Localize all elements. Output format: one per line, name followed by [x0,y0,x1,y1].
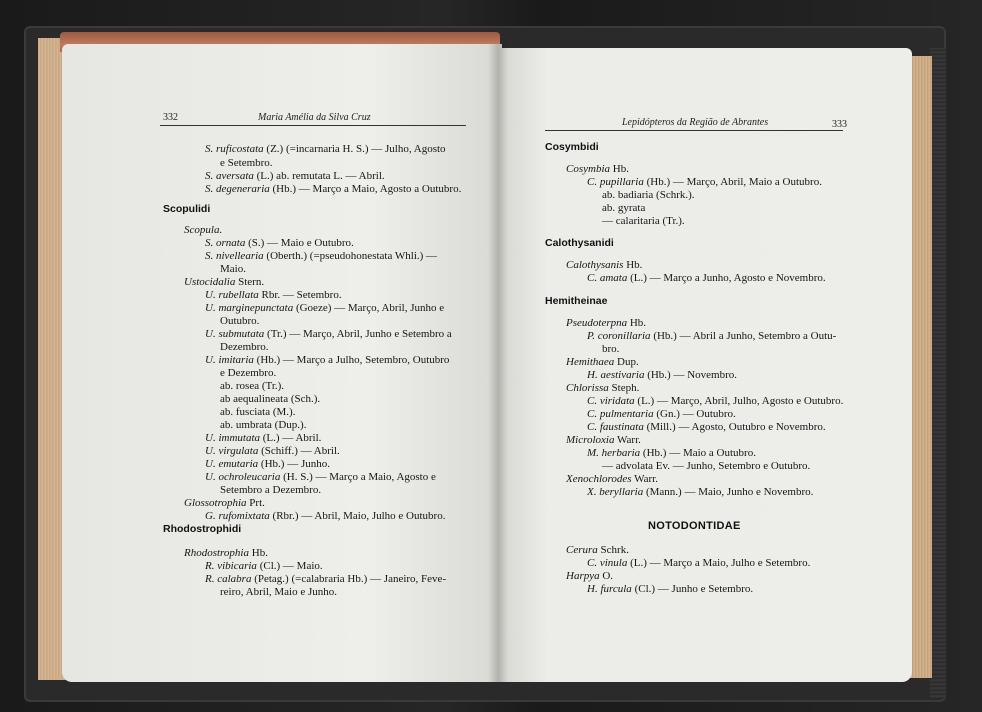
gutter-shadow [488,44,508,682]
taxon-name: U. ochroleucaria [205,471,281,483]
right-page-line [587,408,736,421]
left-page-line [205,143,446,156]
taxon-name: Ustocidalia [184,276,236,288]
right-page-line [566,382,639,395]
entry-text: (L.) — Março, Abril, Julho, Agosto e Outubro. [634,395,844,407]
right-page-line [587,447,756,460]
left-page-line [220,380,284,393]
entry-text: Dup. [614,356,639,368]
left-page-line [205,354,449,367]
right-page-line [566,473,658,486]
left-running-head: Maria Amélia da Silva Cruz [258,112,371,123]
left-page-line [184,497,265,510]
entry-text: reiro, Abril, Maio e Junho. [220,586,338,598]
right-page-line [587,369,737,382]
taxon-name: G. rufomixtata [205,510,270,522]
left-page-line [205,289,342,302]
left-page-line [205,183,461,196]
taxon-name: Rhodostrophia [184,547,249,559]
right-page-line [602,189,695,202]
left-page-line [184,224,222,237]
taxon-name: C. vinula [587,557,628,569]
entry-text: (Hb.) — Abril a Junho, Setembro a Outu- [650,330,837,342]
entry-text: Warr. [631,473,658,485]
left-page-line [205,471,436,484]
entry-text: Hb. [249,547,268,559]
left-page-line [220,393,320,406]
right-page-line [566,570,613,583]
entry-text: (Hb.) — Maio a Outubro. [640,447,756,459]
left-page-line [205,445,340,458]
left-page-line [220,263,246,276]
family-heading-notodontidae: NOTODONTIDAE [648,520,741,532]
entry-text: Schrk. [597,544,629,556]
entry-text: Hb. [627,317,647,329]
taxon-name: Scopula. [184,224,223,236]
left-page-line [184,276,264,289]
right-header-rule [545,130,843,131]
taxon-name: H. furcula [587,583,632,595]
entry-text: — advolata Ev. — Junho, Setembro e Outubro. [602,460,811,472]
right-page-line [566,544,629,557]
taxon-name: S. ruficostata [205,143,264,155]
entry-text: (Cl.) — Maio. [256,560,323,572]
taxon-name: U. marginepunctata [205,302,294,314]
entry-text: Dezembro. [220,341,269,353]
entry-text: ab. gyrata [602,202,646,214]
section-heading-calothysanidi: Calothysanidi [545,237,614,249]
taxon-name: S. aversata [205,170,254,182]
right-page-line [587,176,822,189]
entry-text: Hb. [610,163,629,175]
entry-text: (Hb.) — Março, Abril, Maio a Outubro. [643,176,822,188]
right-page-line [566,259,642,272]
taxon-name: X. beryllaria [587,486,644,498]
entry-text: (Schiff.) — Abril. [258,445,340,457]
page-block-right [910,56,932,678]
taxon-name: Pseudoterpna [566,317,628,329]
entry-text: (L.) — Março a Maio, Julho e Setembro. [627,557,811,569]
entry-text: (Tr.) — Março, Abril, Junho e Setembro a [264,328,452,340]
entry-text: (H. S.) — Março a Maio, Agosto e [280,471,436,483]
right-page-line [587,583,753,596]
taxon-name: S. degeneraria [205,183,270,195]
entry-text: Maio. [220,263,246,275]
section-heading-cosymbidi: Cosymbidi [545,141,599,153]
taxon-name: Calothysanis [566,259,624,271]
right-page-line [587,557,810,570]
section-heading-scopulidi: Scopulidi [163,203,211,215]
left-page-line [220,406,295,419]
left-page-line [184,547,268,560]
left-page-line [205,458,330,471]
entry-text: e Setembro. [220,157,273,169]
taxon-name: Cosymbia [566,163,610,175]
right-page-line [602,202,645,215]
taxon-name: Chlorissa [566,382,609,394]
left-page-line [205,573,446,586]
right-page-line [587,421,826,434]
taxon-name: U. immutata [205,432,260,444]
entry-text: (Cl.) — Junho e Setembro. [631,583,754,595]
taxon-name: R. calabra [205,573,252,585]
entry-text: (Goeze) — Março, Abril, Junho e [293,302,445,314]
right-page-line [587,395,843,408]
entry-text: (L.) — Abril. [260,432,322,444]
taxon-name: M. herbaria [587,447,641,459]
taxon-name: C. amata [587,272,628,284]
entry-text: Outubro. [220,315,260,327]
taxon-name: C. pulmentaria [587,408,654,420]
right-page-line [587,272,826,285]
left-page-line [205,250,437,263]
left-page-line [220,367,276,380]
left-page-line [205,560,323,573]
right-page-number: 333 [832,119,847,130]
left-page-line [205,170,385,183]
left-page-line [220,341,269,354]
entry-text: (Hb.) — Junho. [258,458,330,470]
entry-text: Steph. [608,382,640,394]
taxon-name: Glossotrophia [184,497,247,509]
entry-text: (Z.) (=incarnaria H. S.) — Julho, Agosto [263,143,446,155]
taxon-name: P. coronillaria [587,330,651,342]
left-page-line [205,302,444,315]
taxon-name: R. vibicaria [205,560,257,572]
taxon-name: Hemithaea [566,356,615,368]
entry-text: (L.) — Março a Junho, Agosto e Novembro. [627,272,826,284]
taxon-name: S. nivellearia [205,250,264,262]
entry-text: (Petag.) (=calabraria Hb.) — Janeiro, Feve- [251,573,447,585]
entry-text: (Mill.) — Agosto, Outubro e Novembro. [643,421,826,433]
entry-text: Setembro a Dezembro. [220,484,322,496]
right-page-line [566,317,646,330]
left-page-line [205,510,445,523]
right-page-line [602,460,810,473]
entry-text: ab. umbrata (Dup.). [220,419,307,431]
entry-text: Rbr. — Setembro. [258,289,342,301]
entry-text: (Rbr.) — Abril, Maio, Julho e Outubro. [269,510,446,522]
entry-text: ab. fusciata (M.). [220,406,296,418]
entry-text: Stern. [235,276,265,288]
left-header-rule [160,125,466,126]
entry-text: (Hb.) — Março a Maio, Agosto a Outubro. [269,183,462,195]
taxon-name: C. pupillaria [587,176,644,188]
entry-text: (Gn.) — Outubro. [653,408,736,420]
taxon-name: U. imitaria [205,354,254,366]
taxon-name: Cerura [566,544,598,556]
taxon-name: U. submutata [205,328,265,340]
left-page-line [205,237,354,250]
right-page-line [587,330,836,343]
entry-text: Warr. [614,434,641,446]
taxon-name: Xenochlorodes [566,473,632,485]
taxon-name: S. ornata [205,237,246,249]
taxon-name: U. rubellata [205,289,259,301]
right-page-line [602,343,619,356]
right-page-line [566,163,629,176]
entry-text: (S.) — Maio e Outubro. [245,237,354,249]
left-page-line [220,586,337,599]
taxon-name: U. virgulata [205,445,259,457]
entry-text: O. [599,570,614,582]
taxon-name: C. viridata [587,395,635,407]
left-page-line [205,432,321,445]
right-page-line [587,486,813,499]
entry-text: Prt. [246,497,265,509]
right-page-line [602,215,685,228]
taxon-name: Microloxia [566,434,615,446]
entry-text: (Mann.) — Maio, Junho e Novembro. [643,486,814,498]
right-page-line [566,356,639,369]
entry-text: ab. rosea (Tr.). [220,380,285,392]
left-page-line [205,328,452,341]
cover-edge [930,48,946,698]
left-page-line [220,419,306,432]
entry-text: (L.) ab. remutata L. — Abril. [253,170,385,182]
entry-text: e Dezembro. [220,367,277,379]
taxon-name: H. aestivaria [587,369,645,381]
taxon-name: C. faustinata [587,421,644,433]
right-page-line [566,434,641,447]
section-heading-hemitheinae: Hemitheinae [545,295,608,307]
taxon-name: U. emutaria [205,458,259,470]
entry-text: ab. badiaria (Schrk.). [602,189,695,201]
entry-text: ab aequalineata (Sch.). [220,393,321,405]
taxon-name: Harpya [566,570,600,582]
entry-text: bro. [602,343,620,355]
entry-text: Hb. [623,259,643,271]
entry-text: (Hb.) — Março a Julho, Setembro, Outubro [253,354,450,366]
left-page-line [220,157,273,170]
section-heading-rhodostrophidi: Rhodostrophidi [163,523,242,535]
right-running-head: Lepidópteros da Região de Abrantes [622,117,769,128]
entry-text: (Hb.) — Novembro. [644,369,738,381]
left-page-line [220,315,259,328]
entry-text: — calaritaria (Tr.). [602,215,685,227]
entry-text: (Oberth.) (=pseudohonestata Whli.) — [263,250,438,262]
left-page-line [220,484,321,497]
left-page-number: 332 [163,112,178,123]
